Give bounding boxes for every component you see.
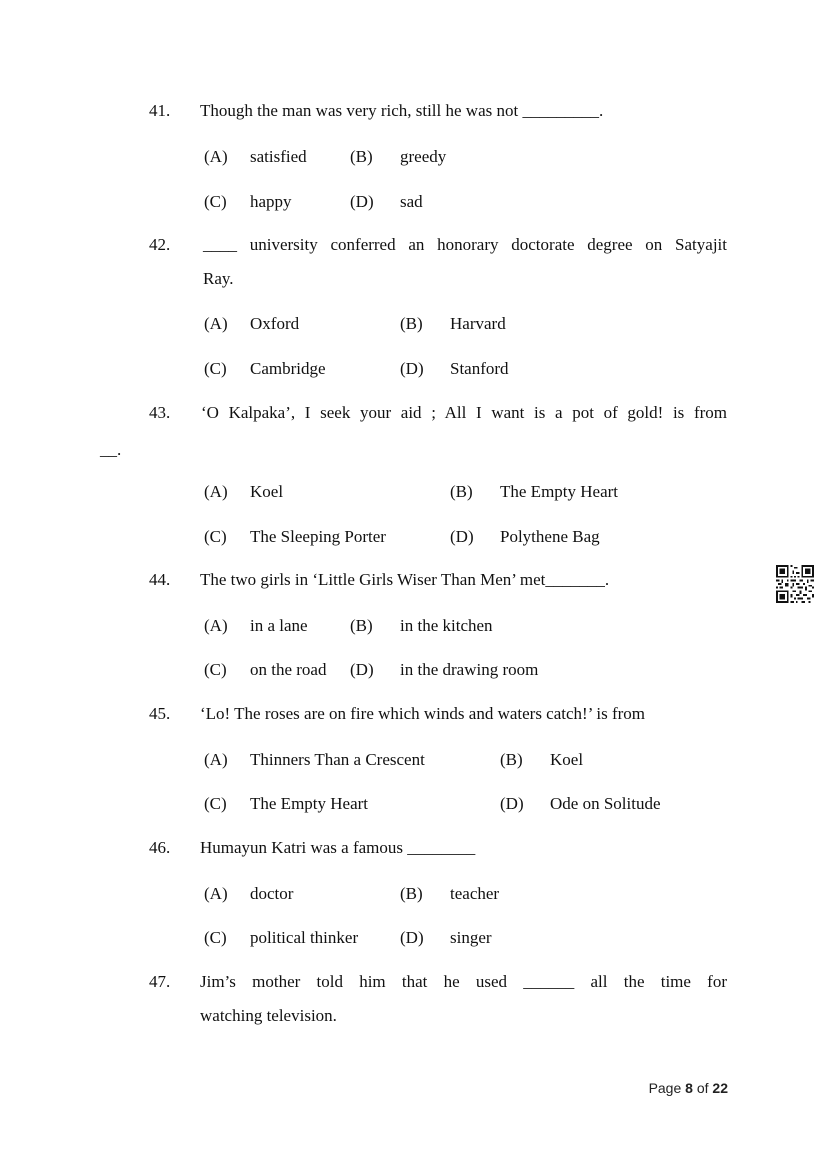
option-label: (A) [204, 616, 228, 635]
question-text: Though the man was very rich, still he was not _________. [200, 101, 604, 120]
option-text: sad [400, 192, 423, 211]
option-text: Oxford [250, 314, 300, 333]
option-label: (D) [400, 359, 424, 378]
option-text: The Empty Heart [250, 794, 369, 813]
option-text: satisfied [250, 147, 307, 166]
option-label: (B) [350, 616, 373, 635]
option-label: (C) [204, 660, 227, 679]
option-text: The Sleeping Porter [250, 527, 386, 546]
question-number: 44. [149, 570, 171, 589]
page-footer [649, 1080, 728, 1096]
page-word: Page [648, 1080, 682, 1096]
option-text: political thinker [250, 928, 359, 947]
option-text: in the kitchen [400, 616, 493, 635]
question-text-line-1: ____ university conferred an honorary doctorate degree on Satyajit [203, 235, 727, 254]
option-label: (D) [500, 794, 524, 813]
option-text: greedy [400, 147, 447, 166]
option-text: Thinners Than a Crescent [250, 750, 425, 769]
question-text: ‘Lo! The roses are on fire which winds and waters catch!’ is from [200, 704, 645, 723]
option-label: (A) [204, 750, 228, 769]
option-label: (C) [204, 794, 227, 813]
option-text: on the road [250, 660, 327, 679]
option-label: (A) [204, 147, 228, 166]
option-text: Stanford [450, 359, 509, 378]
question-text-line-2: watching television. [200, 1006, 337, 1025]
question-text-line-2: __. [100, 440, 122, 459]
option-label: (C) [204, 527, 227, 546]
option-text: happy [250, 192, 292, 211]
qr-code-icon [776, 565, 814, 603]
option-label: (C) [204, 192, 227, 211]
option-label: (D) [350, 192, 374, 211]
question-number: 41. [149, 101, 171, 120]
option-text: singer [450, 928, 492, 947]
option-text: Ode on Solitude [550, 794, 661, 813]
question-number: 42. [149, 235, 171, 254]
option-text: Harvard [450, 314, 506, 333]
option-text: doctor [250, 884, 294, 903]
option-label: (D) [450, 527, 474, 546]
option-text: Koel [550, 750, 584, 769]
question-number: 45. [149, 704, 171, 723]
option-label: (B) [400, 884, 423, 903]
question-text-line-2: Ray. [203, 269, 234, 288]
option-label: (A) [204, 314, 228, 333]
option-label: (A) [204, 482, 228, 501]
total-pages: 22 [712, 1080, 728, 1096]
option-label: (A) [204, 884, 228, 903]
of-word: of [696, 1080, 709, 1096]
option-label: (B) [500, 750, 523, 769]
option-label: (B) [450, 482, 473, 501]
option-label: (D) [350, 660, 374, 679]
option-label: (C) [204, 928, 227, 947]
option-text: Polythene Bag [500, 527, 600, 546]
option-text: Cambridge [250, 359, 326, 378]
option-label: (B) [350, 147, 373, 166]
option-label: (D) [400, 928, 424, 947]
question-number: 47. [149, 972, 171, 991]
question-text: The two girls in ‘Little Girls Wiser Than Men’ met_______. [200, 570, 610, 589]
option-text: teacher [450, 884, 500, 903]
question-text: Humayun Katri was a famous ________ [200, 838, 476, 857]
option-text: in a lane [250, 616, 308, 635]
option-text: in the drawing room [400, 660, 539, 679]
option-text: The Empty Heart [500, 482, 619, 501]
option-label: (B) [400, 314, 423, 333]
question-text-line-1: ‘O Kalpaka’, I seek your aid ; All I want is a pot of gold! is from [201, 403, 727, 422]
option-label: (C) [204, 359, 227, 378]
question-text-line-1: Jim’s mother told him that he used ______ all the time for [200, 972, 727, 991]
current-page-number: 8 [685, 1080, 693, 1096]
option-text: Koel [250, 482, 284, 501]
question-number: 46. [149, 838, 171, 857]
question-number: 43. [149, 403, 171, 422]
